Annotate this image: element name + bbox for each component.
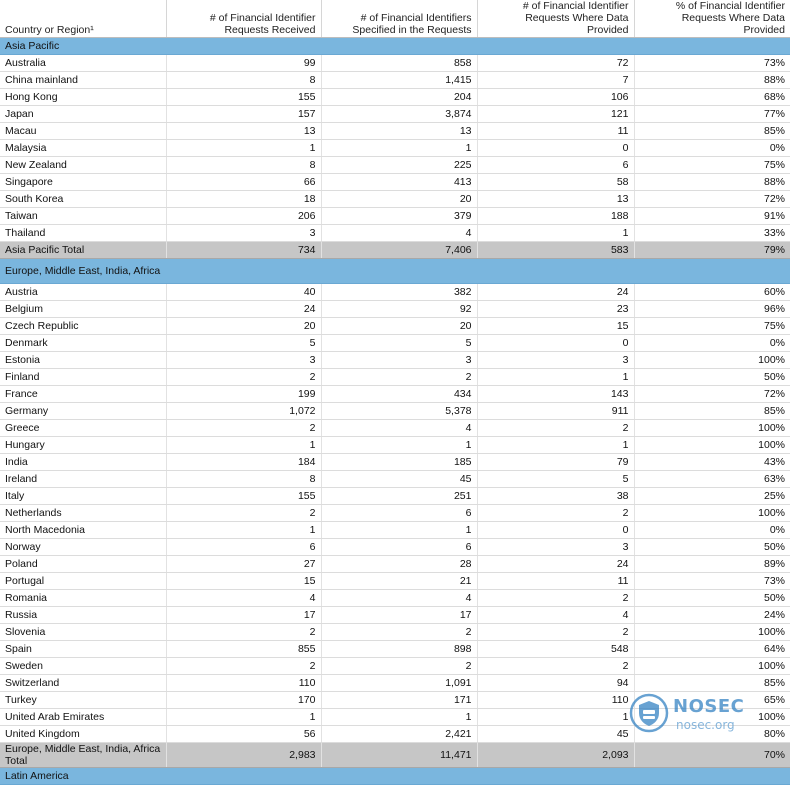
cell-data-provided: 23: [477, 301, 634, 318]
cell-percent-provided: 73%: [634, 55, 790, 72]
cell-data-provided: 3: [477, 352, 634, 369]
cell-data-provided: 106: [477, 89, 634, 106]
cell-data-provided: 94: [477, 675, 634, 692]
cell-data-provided: 24: [477, 556, 634, 573]
cell-country: France: [0, 386, 166, 403]
total-identifiers-specified: 11,471: [321, 743, 477, 768]
cell-identifiers-specified: 3,874: [321, 106, 477, 123]
total-country: Europe, Middle East, India, Africa Total: [0, 743, 166, 768]
cell-data-provided: 0: [477, 335, 634, 352]
table-row: [0, 454, 790, 471]
region-name: Latin America: [0, 768, 166, 785]
cell-country: New Zealand: [0, 157, 166, 174]
region-row-filler: [166, 768, 790, 785]
cell-data-provided: 3: [477, 539, 634, 556]
table-row: [0, 55, 790, 72]
table-row: [0, 590, 790, 607]
cell-identifiers-specified: 2,421: [321, 726, 477, 743]
cell-percent-provided: 96%: [634, 301, 790, 318]
total-requests-received: 734: [166, 242, 321, 259]
cell-percent-provided: 63%: [634, 471, 790, 488]
cell-percent-provided: 68%: [634, 89, 790, 106]
cell-data-provided: 58: [477, 174, 634, 191]
region-header-row: [0, 768, 790, 785]
header-data-provided: # of Financial Identifier Requests Where Data Provided: [477, 0, 634, 38]
table-row: [0, 420, 790, 437]
cell-requests-received: 27: [166, 556, 321, 573]
cell-requests-received: 15: [166, 573, 321, 590]
cell-percent-provided: 85%: [634, 675, 790, 692]
cell-requests-received: 4: [166, 590, 321, 607]
cell-requests-received: 3: [166, 225, 321, 242]
cell-country: Japan: [0, 106, 166, 123]
cell-requests-received: 6: [166, 539, 321, 556]
cell-requests-received: 1: [166, 140, 321, 157]
cell-percent-provided: 50%: [634, 369, 790, 386]
cell-country: South Korea: [0, 191, 166, 208]
table-header: [0, 0, 790, 38]
cell-percent-provided: 89%: [634, 556, 790, 573]
cell-data-provided: 1: [477, 437, 634, 454]
cell-requests-received: 2: [166, 505, 321, 522]
cell-identifiers-specified: 1,091: [321, 675, 477, 692]
table-row: [0, 140, 790, 157]
cell-requests-received: 155: [166, 488, 321, 505]
table-row: [0, 505, 790, 522]
cell-identifiers-specified: 251: [321, 488, 477, 505]
cell-country: Greece: [0, 420, 166, 437]
cell-country: Belgium: [0, 301, 166, 318]
cell-identifiers-specified: 13: [321, 123, 477, 140]
table-row: [0, 675, 790, 692]
cell-requests-received: 5: [166, 335, 321, 352]
cell-percent-provided: 64%: [634, 641, 790, 658]
cell-data-provided: 11: [477, 123, 634, 140]
cell-percent-provided: 43%: [634, 454, 790, 471]
table-row: [0, 157, 790, 174]
header-requests-received: # of Financial Identifier Requests Received: [166, 0, 321, 38]
region-row-filler: [166, 38, 790, 55]
cell-country: Ireland: [0, 471, 166, 488]
cell-requests-received: 66: [166, 174, 321, 191]
table-row: [0, 573, 790, 590]
table-row: [0, 403, 790, 420]
table-row: [0, 301, 790, 318]
header-percent-provided: % of Financial Identifier Requests Where Data Provided: [634, 0, 790, 38]
cell-country: Denmark: [0, 335, 166, 352]
total-country: Asia Pacific Total: [0, 242, 166, 259]
cell-data-provided: 24: [477, 284, 634, 301]
cell-data-provided: 45: [477, 726, 634, 743]
cell-country: Norway: [0, 539, 166, 556]
cell-identifiers-specified: 379: [321, 208, 477, 225]
cell-identifiers-specified: 225: [321, 157, 477, 174]
cell-data-provided: 13: [477, 191, 634, 208]
cell-country: Netherlands: [0, 505, 166, 522]
table-row: [0, 539, 790, 556]
cell-requests-received: 18: [166, 191, 321, 208]
cell-identifiers-specified: 2: [321, 369, 477, 386]
cell-data-provided: 2: [477, 505, 634, 522]
cell-percent-provided: 100%: [634, 352, 790, 369]
cell-percent-provided: 50%: [634, 590, 790, 607]
cell-identifiers-specified: 858: [321, 55, 477, 72]
cell-identifiers-specified: 21: [321, 573, 477, 590]
table-row: [0, 225, 790, 242]
cell-percent-provided: 77%: [634, 106, 790, 123]
header-identifiers-specified: # of Financial Identifiers Specified in the Requests: [321, 0, 477, 38]
cell-percent-provided: 91%: [634, 208, 790, 225]
cell-requests-received: 1: [166, 709, 321, 726]
cell-country: India: [0, 454, 166, 471]
cell-identifiers-specified: 6: [321, 539, 477, 556]
cell-identifiers-specified: 413: [321, 174, 477, 191]
cell-requests-received: 2: [166, 369, 321, 386]
region-name: Europe, Middle East, India, Africa: [0, 259, 166, 284]
table-row: [0, 488, 790, 505]
cell-identifiers-specified: 382: [321, 284, 477, 301]
table-row: [0, 318, 790, 335]
cell-percent-provided: 75%: [634, 157, 790, 174]
cell-country: Poland: [0, 556, 166, 573]
cell-data-provided: 2: [477, 658, 634, 675]
cell-identifiers-specified: 3: [321, 352, 477, 369]
cell-percent-provided: 85%: [634, 123, 790, 140]
total-row: [0, 743, 790, 768]
cell-identifiers-specified: 1: [321, 522, 477, 539]
table-row: [0, 284, 790, 301]
table-row: [0, 471, 790, 488]
table-row: [0, 607, 790, 624]
region-header-row: [0, 259, 790, 284]
cell-data-provided: 5: [477, 471, 634, 488]
cell-requests-received: 8: [166, 72, 321, 89]
cell-percent-provided: 65%: [634, 692, 790, 709]
cell-data-provided: 2: [477, 420, 634, 437]
cell-percent-provided: 100%: [634, 437, 790, 454]
cell-percent-provided: 0%: [634, 140, 790, 157]
cell-data-provided: 1: [477, 369, 634, 386]
region-row-filler: [166, 259, 790, 284]
cell-data-provided: 4: [477, 607, 634, 624]
cell-country: Austria: [0, 284, 166, 301]
cell-percent-provided: 88%: [634, 72, 790, 89]
cell-identifiers-specified: 20: [321, 191, 477, 208]
table-row: [0, 437, 790, 454]
cell-data-provided: 548: [477, 641, 634, 658]
cell-data-provided: 2: [477, 624, 634, 641]
shield-icon: [629, 693, 669, 733]
cell-identifiers-specified: 4: [321, 590, 477, 607]
table-row: [0, 386, 790, 403]
watermark-brand: NOSEC: [673, 696, 745, 717]
cell-percent-provided: 0%: [634, 522, 790, 539]
cell-country: Hong Kong: [0, 89, 166, 106]
table-row: [0, 72, 790, 89]
table-body: [0, 38, 790, 785]
cell-requests-received: 56: [166, 726, 321, 743]
cell-country: Spain: [0, 641, 166, 658]
table-row: [0, 522, 790, 539]
cell-requests-received: 17: [166, 607, 321, 624]
cell-data-provided: 2: [477, 590, 634, 607]
cell-identifiers-specified: 92: [321, 301, 477, 318]
cell-country: United Kingdom: [0, 726, 166, 743]
cell-data-provided: 72: [477, 55, 634, 72]
cell-percent-provided: 100%: [634, 658, 790, 675]
cell-requests-received: 206: [166, 208, 321, 225]
cell-identifiers-specified: 2: [321, 658, 477, 675]
table-row: [0, 556, 790, 573]
cell-data-provided: 6: [477, 157, 634, 174]
cell-percent-provided: 60%: [634, 284, 790, 301]
cell-percent-provided: 80%: [634, 726, 790, 743]
cell-percent-provided: 85%: [634, 403, 790, 420]
table-row: [0, 658, 790, 675]
table-row: [0, 174, 790, 191]
nosec-watermark: [629, 690, 769, 740]
cell-requests-received: 8: [166, 157, 321, 174]
cell-identifiers-specified: 1: [321, 437, 477, 454]
cell-data-provided: 911: [477, 403, 634, 420]
cell-country: United Arab Emirates: [0, 709, 166, 726]
cell-country: Germany: [0, 403, 166, 420]
cell-country: Thailand: [0, 225, 166, 242]
cell-country: Romania: [0, 590, 166, 607]
cell-requests-received: 8: [166, 471, 321, 488]
cell-requests-received: 24: [166, 301, 321, 318]
cell-requests-received: 157: [166, 106, 321, 123]
table-row: [0, 369, 790, 386]
cell-requests-received: 110: [166, 675, 321, 692]
cell-requests-received: 855: [166, 641, 321, 658]
header-country: Country or Region¹: [0, 0, 166, 38]
cell-percent-provided: 24%: [634, 607, 790, 624]
cell-percent-provided: 100%: [634, 624, 790, 641]
cell-identifiers-specified: 20: [321, 318, 477, 335]
cell-requests-received: 99: [166, 55, 321, 72]
total-percent-provided: 70%: [634, 743, 790, 768]
cell-data-provided: 38: [477, 488, 634, 505]
cell-country: Hungary: [0, 437, 166, 454]
cell-country: Slovenia: [0, 624, 166, 641]
header-row: [0, 0, 790, 38]
cell-data-provided: 11: [477, 573, 634, 590]
cell-percent-provided: 33%: [634, 225, 790, 242]
table-row: [0, 208, 790, 225]
cell-data-provided: 1: [477, 709, 634, 726]
cell-requests-received: 1,072: [166, 403, 321, 420]
cell-requests-received: 155: [166, 89, 321, 106]
cell-identifiers-specified: 1: [321, 140, 477, 157]
cell-identifiers-specified: 28: [321, 556, 477, 573]
cell-data-provided: 143: [477, 386, 634, 403]
total-data-provided: 2,093: [477, 743, 634, 768]
cell-data-provided: 7: [477, 72, 634, 89]
region-name: Asia Pacific: [0, 38, 166, 55]
cell-percent-provided: 75%: [634, 318, 790, 335]
cell-identifiers-specified: 204: [321, 89, 477, 106]
cell-country: Turkey: [0, 692, 166, 709]
cell-identifiers-specified: 1,415: [321, 72, 477, 89]
total-requests-received: 2,983: [166, 743, 321, 768]
cell-percent-provided: 100%: [634, 420, 790, 437]
cell-requests-received: 40: [166, 284, 321, 301]
cell-percent-provided: 25%: [634, 488, 790, 505]
table-row: [0, 106, 790, 123]
cell-data-provided: 15: [477, 318, 634, 335]
cell-country: Singapore: [0, 174, 166, 191]
cell-country: Macau: [0, 123, 166, 140]
cell-country: Portugal: [0, 573, 166, 590]
cell-percent-provided: 88%: [634, 174, 790, 191]
cell-identifiers-specified: 171: [321, 692, 477, 709]
cell-data-provided: 79: [477, 454, 634, 471]
cell-requests-received: 1: [166, 437, 321, 454]
cell-requests-received: 2: [166, 420, 321, 437]
cell-identifiers-specified: 185: [321, 454, 477, 471]
cell-country: Finland: [0, 369, 166, 386]
cell-identifiers-specified: 5,378: [321, 403, 477, 420]
cell-percent-provided: 50%: [634, 539, 790, 556]
cell-country: Malaysia: [0, 140, 166, 157]
region-header-row: [0, 38, 790, 55]
cell-country: Taiwan: [0, 208, 166, 225]
cell-identifiers-specified: 4: [321, 420, 477, 437]
cell-country: Australia: [0, 55, 166, 72]
total-data-provided: 583: [477, 242, 634, 259]
cell-identifiers-specified: 1: [321, 709, 477, 726]
cell-percent-provided: 73%: [634, 573, 790, 590]
cell-requests-received: 3: [166, 352, 321, 369]
table-row: [0, 352, 790, 369]
cell-requests-received: 13: [166, 123, 321, 140]
table-row: [0, 191, 790, 208]
cell-identifiers-specified: 6: [321, 505, 477, 522]
cell-requests-received: 184: [166, 454, 321, 471]
watermark-domain: nosec.org: [676, 718, 735, 732]
cell-data-provided: 1: [477, 225, 634, 242]
cell-country: China mainland: [0, 72, 166, 89]
cell-data-provided: 110: [477, 692, 634, 709]
cell-country: Estonia: [0, 352, 166, 369]
cell-data-provided: 121: [477, 106, 634, 123]
cell-country: Italy: [0, 488, 166, 505]
cell-country: North Macedonia: [0, 522, 166, 539]
cell-percent-provided: 72%: [634, 191, 790, 208]
cell-identifiers-specified: 45: [321, 471, 477, 488]
cell-percent-provided: 0%: [634, 335, 790, 352]
cell-data-provided: 0: [477, 140, 634, 157]
total-identifiers-specified: 7,406: [321, 242, 477, 259]
total-percent-provided: 79%: [634, 242, 790, 259]
total-row: [0, 242, 790, 259]
cell-requests-received: 170: [166, 692, 321, 709]
cell-requests-received: 199: [166, 386, 321, 403]
cell-data-provided: 188: [477, 208, 634, 225]
cell-requests-received: 20: [166, 318, 321, 335]
table-row: [0, 624, 790, 641]
cell-identifiers-specified: 5: [321, 335, 477, 352]
cell-data-provided: 0: [477, 522, 634, 539]
cell-country: Czech Republic: [0, 318, 166, 335]
cell-percent-provided: 72%: [634, 386, 790, 403]
cell-identifiers-specified: 898: [321, 641, 477, 658]
cell-identifiers-specified: 4: [321, 225, 477, 242]
cell-percent-provided: 100%: [634, 709, 790, 726]
cell-country: Switzerland: [0, 675, 166, 692]
cell-identifiers-specified: 17: [321, 607, 477, 624]
table-row: [0, 123, 790, 140]
cell-requests-received: 2: [166, 658, 321, 675]
cell-country: Russia: [0, 607, 166, 624]
cell-percent-provided: 100%: [634, 505, 790, 522]
cell-requests-received: 2: [166, 624, 321, 641]
table-row: [0, 89, 790, 106]
cell-identifiers-specified: 2: [321, 624, 477, 641]
table-row: [0, 335, 790, 352]
cell-country: Sweden: [0, 658, 166, 675]
cell-identifiers-specified: 434: [321, 386, 477, 403]
table-row: [0, 641, 790, 658]
cell-requests-received: 1: [166, 522, 321, 539]
